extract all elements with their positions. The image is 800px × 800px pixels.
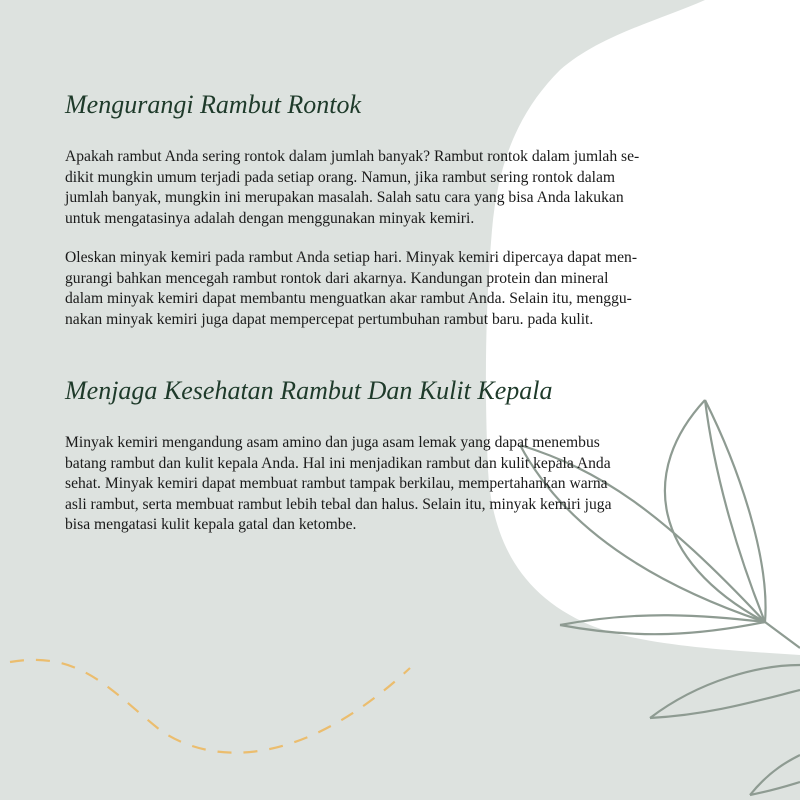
text-line: nakan minyak kemiri juga dapat mempercepat pertumbuhan rambut baru. pada kulit. [65,310,594,328]
text-line: Minyak kemiri mengandung asam amino dan juga asam lemak yang dapat menembus [65,434,600,451]
text-line: bisa mengatasi kulit kepala gatal dan ketombe. [65,516,357,533]
paragraph-scalp-health [65,433,612,536]
text-line: Apakah rambut Anda sering rontok dalam jumlah banyak? Rambut rontok dalam jumlah se- [65,148,640,165]
text-line: gurangi bahkan mencegah rambut rontok dari akarnya. Kandungan protein dan mineral [65,269,609,287]
dashed-curve-decoration [10,660,410,753]
text-line: sehat. Minyak kemiri dapat membuat rambut tampak berkilau, mempertahankan warna [65,475,608,492]
section-title-hair-loss: Mengurangi Rambut Rontok [65,90,362,119]
text-line: dikit mungkin umum terjadi pada setiap orang. Namun, jika rambut sering rontok dalam [65,168,615,186]
section-title-scalp-health: Menjaga Kesehatan Rambut Dan Kulit Kepala [65,376,553,405]
paragraph-hair-loss-usage [65,248,637,330]
text-line: batang rambut dan kulit kepala Anda. Hal ini menjadikan rambut dan kulit kepala Anda [65,454,611,472]
paragraph-hair-loss-intro [65,147,639,229]
text-line: asli rambut, serta membuat rambut lebih tebal dan halus. Selain itu, minyak kemiri juga [65,495,612,513]
text-line: untuk mengatasinya adalah dengan menggunakan minyak kemiri. [65,209,475,227]
text-line: dalam minyak kemiri dapat membantu menguatkan akar rambut Anda. Selain itu, menggu- [65,290,632,307]
text-line: Oleskan minyak kemiri pada rambut Anda setiap hari. Minyak kemiri dipercaya dapat men- [65,249,638,266]
text-line: jumlah banyak, mungkin ini merupakan masalah. Salah satu cara yang bisa Anda lakukan [65,189,624,206]
